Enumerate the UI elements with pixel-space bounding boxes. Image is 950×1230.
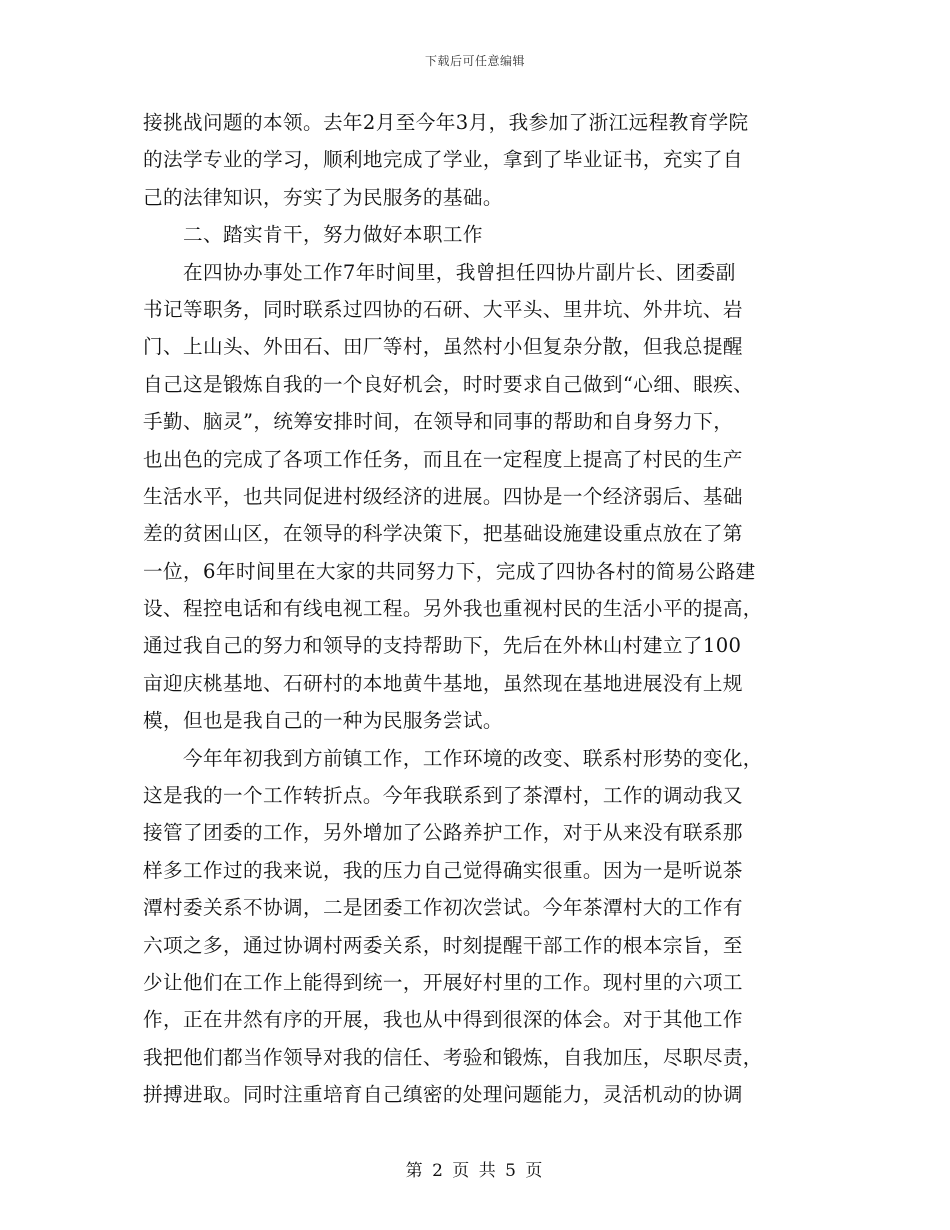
text-line: 一位，6年时间里在大家的共同努力下，完成了四协各村的简易公路建 xyxy=(143,559,756,583)
page-header-note: 下载后可任意编辑 xyxy=(424,54,525,68)
text-line: 模，但也是我自己的一种为民服务尝试。 xyxy=(143,709,503,733)
text-line: 己的法律知识，夯实了为民服务的基础。 xyxy=(143,185,503,209)
text-line: 这是我的一个工作转折点。今年我联系到了茶潭村，工作的调动我又 xyxy=(143,784,743,808)
text-line: 也出色的完成了各项工作任务，而且在一定程度上提高了村民的生产 xyxy=(143,447,743,471)
text-line: 少让他们在工作上能得到统一，开展好村里的工作。现村里的六项工 xyxy=(143,970,743,994)
text-line: 六项之多，通过协调村两委关系，时刻提醒干部工作的根本宗旨，至 xyxy=(143,933,743,957)
text-line: 我把他们都当作领导对我的信任、考验和锻炼，自我加压，尽职尽责， xyxy=(143,1045,763,1069)
page-number-footer: 第 2 页 共 5 页 xyxy=(405,1161,545,1181)
text-line: 接管了团委的工作，另外增加了公路养护工作，对于从来没有联系那 xyxy=(143,821,743,845)
text-line: 亩迎庆桃基地、石研村的本地黄牛基地，虽然现在基地进展没有上规 xyxy=(143,671,743,695)
text-line: 差的贫困山区，在领导的科学决策下，把基础设施建设重点放在了第 xyxy=(143,522,743,546)
text-line: 今年年初我到方前镇工作，工作环境的改变、联系村形势的变化， xyxy=(143,746,763,770)
text-line: 手勤、脑灵”，统筹安排时间，在领导和同事的帮助和自身努力下， xyxy=(143,410,734,434)
document-body xyxy=(143,104,807,1114)
text-line: 通过我自己的努力和领导的支持帮助下，先后在外林山村建立了100 xyxy=(143,634,742,658)
text-line: 样多工作过的我来说，我的压力自己觉得确实很重。因为一是听说茶 xyxy=(143,858,743,882)
text-line: 书记等职务，同时联系过四协的石研、大平头、里井坑、外井坑、岩 xyxy=(143,297,743,321)
text-line: 自己这是锻炼自我的一个良好机会，时时要求自己做到“心细、眼疾、 xyxy=(143,372,754,396)
text-line: 设、程控电话和有线电视工程。另外我也重视村民的生活小平的提高， xyxy=(143,597,763,621)
text-line: 潭村委关系不协调，二是团委工作初次尝试。今年茶潭村大的工作有 xyxy=(143,896,743,920)
text-line: 门、上山头、外田石、田厂等村，虽然村小但复杂分散，但我总提醒 xyxy=(143,335,743,359)
text-line: 拼搏进取。同时注重培育自己缜密的处理问题能力，灵活机动的协调 xyxy=(143,1083,743,1107)
text-line: 生活水平，也共同促进村级经济的进展。四协是一个经济弱后、基础 xyxy=(143,484,743,508)
text-line: 的法学专业的学习，顺利地完成了学业，拿到了毕业证书，充实了自 xyxy=(143,148,743,172)
text-line: 在四协办事处工作7年时间里，我曾担任四协片副片长、团委副 xyxy=(143,260,736,284)
text-line: 作，正在井然有序的开展，我也从中得到很深的体会。对于其他工作 xyxy=(143,1008,743,1032)
section-heading: 二、踏实肯干，努力做好本职工作 xyxy=(143,223,483,247)
text-line: 接挑战问题的本领。去年2月至今年3月，我参加了浙江远程教育学院 xyxy=(143,111,749,134)
